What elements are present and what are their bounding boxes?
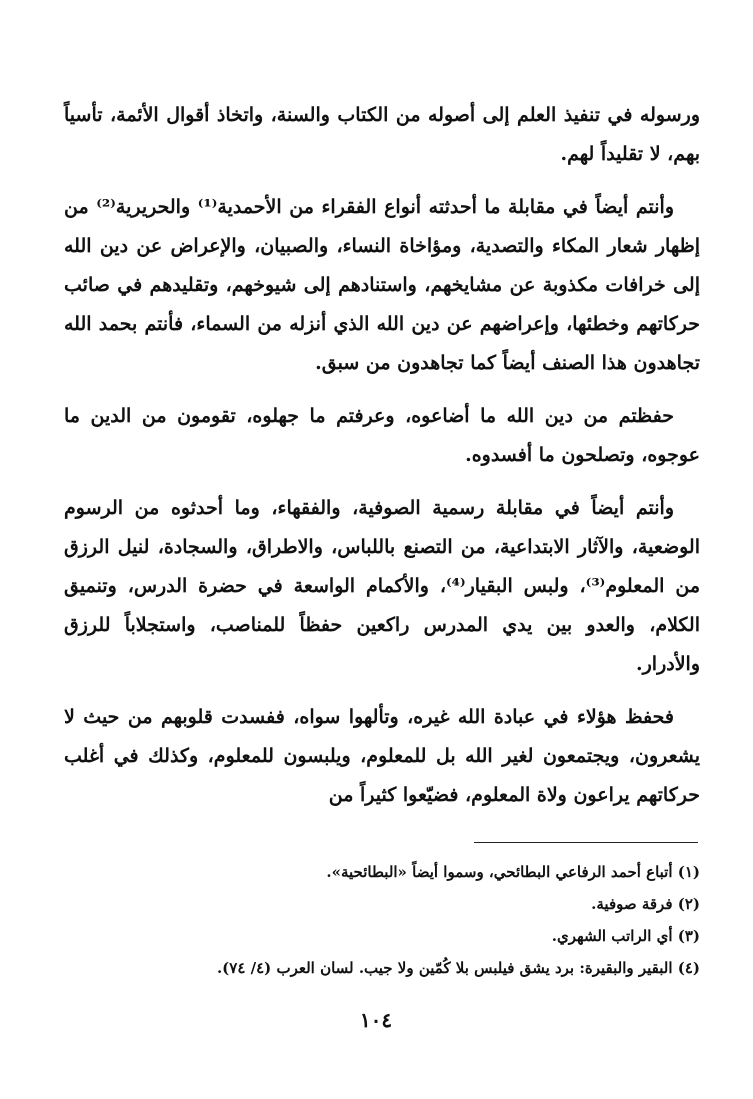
footnote-4: (٤) البقير والبقيرة: برد يشق فيلبس بلا كُمّين ولا جيب. لسان العرب (٤/ ٧٤). xyxy=(216,959,700,977)
footnote-divider xyxy=(474,842,698,843)
footnote-1: (١) أتباع أحمد الرفاعي البطائحي، وسموا أيضاً «البطائحية». xyxy=(326,863,700,881)
footnote-2: (٢) فرقة صوفية. xyxy=(591,895,700,913)
footnote-3: (٣) أي الراتب الشهري. xyxy=(551,927,700,945)
paragraph-3: حفظتم من دين الله ما أضاعوه، وعرفتم ما جهلوه، تقومون من الدين ما عوجوه، وتصلحون ما أفسدوه. xyxy=(64,405,700,466)
paragraph-5: فحفظ هؤلاء في عبادة الله غيره، وتألهوا سواه، ففسدت قلوبهم من حيث لا يشعرون، ويجتمعون لغير الله بل للمعلوم، ويلبسون للمعلوم، وكذلك في أغلب حركاتهم يراعون ولاة المعلوم، فضيّعوا كثيراً من xyxy=(64,706,701,806)
footnotes xyxy=(64,856,700,984)
main-text xyxy=(64,96,700,829)
paragraph-4: وأنتم أيضاً في مقابلة رسمية الصوفية، والفقهاء، وما أحدثوه من الرسوم الوضعية، والآثار الابتداعية، من التصنع باللباس، والاطراق، والسجادة، لنيل الرزق من المعلوم⁽³⁾، ولبس البقيار⁽⁴⁾، والأكمام الواسعة في حضرة الدرس، وتنميق الكلام، والعدو بين يدي المدرس راكعين حفظاً للمناصب، واستجلاباً للرزق والأدرار. xyxy=(64,497,701,675)
paragraph-2: وأنتم أيضاً في مقابلة ما أحدثته أنواع الفقراء من الأحمدية⁽¹⁾ والحريرية⁽²⁾ من إظهار شعار المكاء والتصدية، ومؤاخاة النساء، والصبيان، والإعراض عن دين الله إلى خرافات مكذوبة عن مشايخهم، واستنادهم إلى شيوخهم، وتقليدهم في صائب حركاتهم وخطئها، وإعراضهم عن دين الله الذي أنزله من السماء، فأنتم بحمد الله تجاهدون هذا الصنف أيضاً كما تجاهدون من سبق. xyxy=(64,196,700,374)
page-number: ١٠٤ xyxy=(359,1008,393,1032)
paragraph-1: ورسوله في تنفيذ العلم إلى أصوله من الكتاب والسنة، واتخاذ أقوال الأئمة، تأسياً بهم، لا تقليداً لهم. xyxy=(64,104,700,165)
